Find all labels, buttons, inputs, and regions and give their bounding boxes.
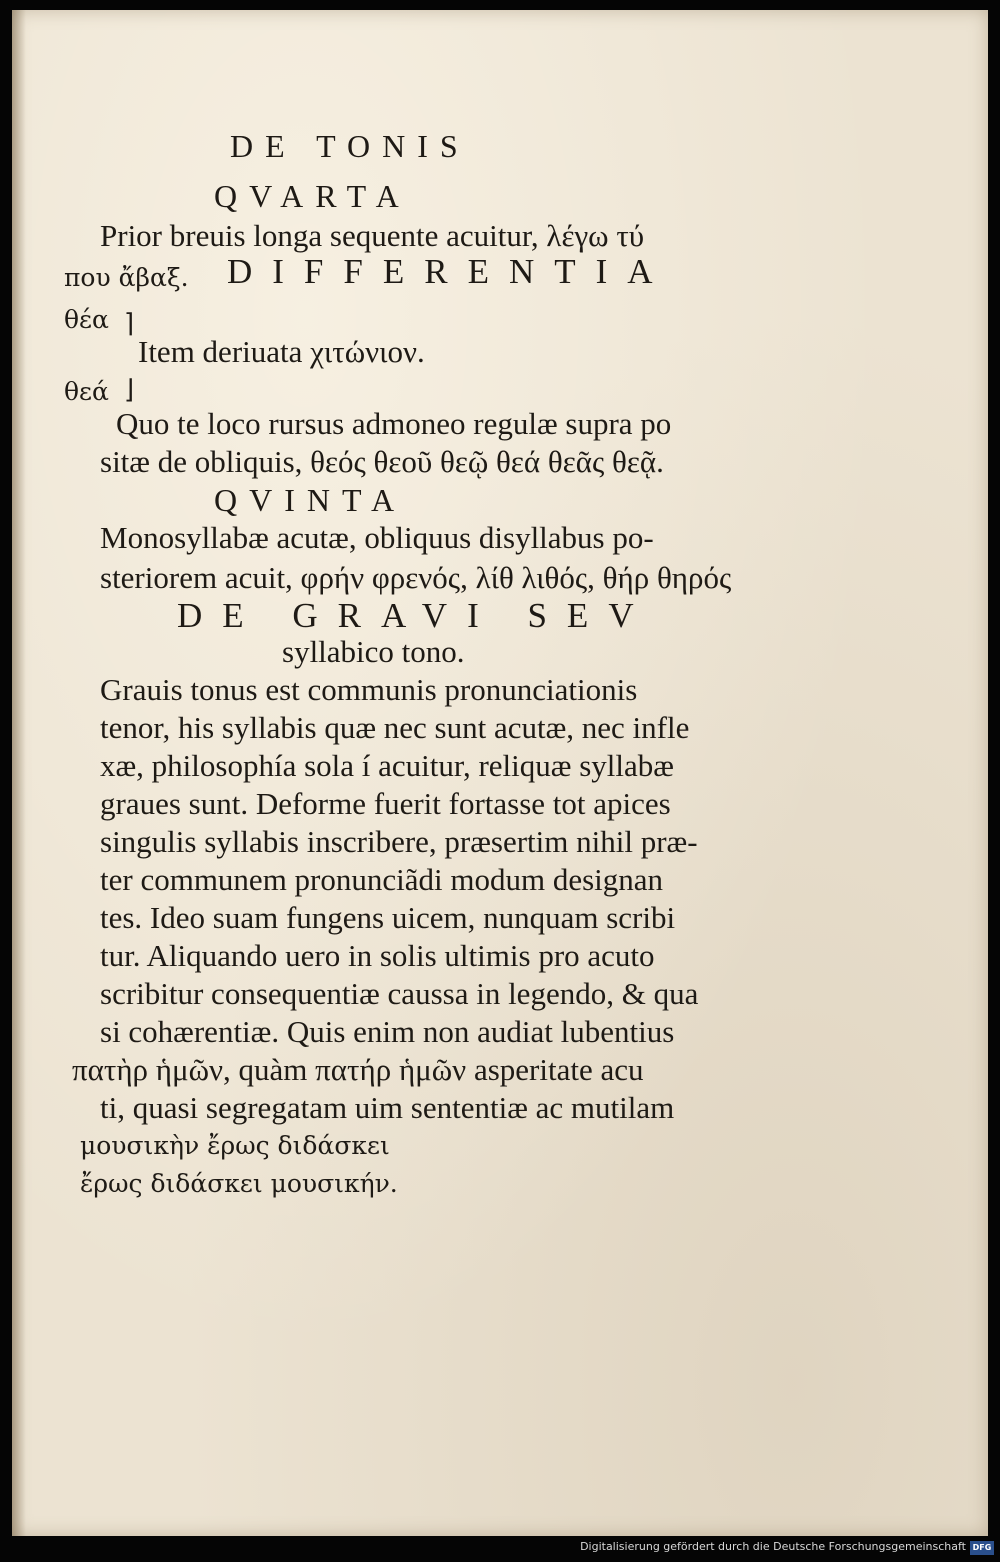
body-text-line: xæ, philosophía sola í acuitur, reliquæ syllabæ bbox=[100, 748, 674, 783]
dfg-logo: DFG bbox=[970, 1541, 994, 1555]
bracket-mark: ⌉ bbox=[124, 309, 135, 339]
book-page bbox=[12, 10, 988, 1536]
body-text-line: steriorem acuit, φρήν φρενός, λίθ λιθός, θήρ θηρός bbox=[100, 560, 732, 595]
body-text-line: ter communem pronunciãdi modum designan bbox=[100, 862, 664, 897]
bracket-mark: ⌋ bbox=[124, 375, 135, 405]
body-text-line: singulis syllabis inscribere, præsertim nihil præ- bbox=[100, 824, 698, 859]
body-text-line: si cohærentiæ. Quis enim non audiat lubentius bbox=[100, 1014, 675, 1049]
page-gutter-shadow bbox=[12, 10, 26, 1536]
greek-example: ἔρως διδάσκει μουσικήν. bbox=[80, 1169, 398, 1198]
section-subheading: syllabico tono. bbox=[282, 634, 465, 669]
greek-example: θέα bbox=[64, 305, 109, 334]
body-text-line: Monosyllabæ acutæ, obliquus disyllabus po- bbox=[100, 520, 654, 555]
rule-text-line: Prior breuis longa sequente acuitur, λέγω τύ bbox=[100, 218, 645, 253]
section-heading-quarta: QVARTA bbox=[214, 178, 411, 214]
body-text-line: scribitur consequentiæ caussa in legendo, & qua bbox=[100, 976, 699, 1011]
body-text-line: tes. Ideo suam fungens uicem, nunquam scribi bbox=[100, 900, 676, 935]
digitization-credit: Digitalisierung gefördert durch die Deutsche Forschungsgemeinschaft bbox=[580, 1540, 966, 1553]
differentia-heading: DIFFERENTIA bbox=[227, 252, 673, 291]
body-text-line: graues sunt. Deforme fuerit fortasse tot apices bbox=[100, 786, 671, 821]
body-text-line: sitæ de obliquis, θεός θεοῦ θεῷ θεά θεᾶς θεᾷ. bbox=[100, 444, 664, 479]
section-heading-quinta: QVINTA bbox=[214, 482, 407, 518]
running-head: DE TONIS bbox=[230, 128, 470, 164]
greek-example: θεά bbox=[64, 377, 109, 406]
body-text-line: ti, quasi segregatam uim sententiæ ac mutilam bbox=[100, 1090, 675, 1125]
section-heading-de-gravi: DE GRAVI SEV bbox=[177, 596, 654, 635]
greek-example: που ἄβαξ. bbox=[64, 263, 189, 292]
body-text-line: tur. Aliquando uero in solis ultimis pro acuto bbox=[100, 938, 655, 973]
body-text-line: Quo te loco rursus admoneo regulæ supra po bbox=[116, 406, 672, 441]
body-text-line: tenor, his syllabis quæ nec sunt acutæ, nec infle bbox=[100, 710, 690, 745]
body-text-line: Grauis tonus est communis pronunciationis bbox=[100, 672, 638, 707]
greek-example: μουσικὴν ἔρως διδάσκει bbox=[80, 1131, 390, 1160]
body-text-line: Item deriuata χιτώνιον. bbox=[138, 334, 425, 369]
body-text-line: πατὴρ ἡμῶν, quàm πατήρ ἡμῶν asperitate acu bbox=[72, 1052, 644, 1087]
